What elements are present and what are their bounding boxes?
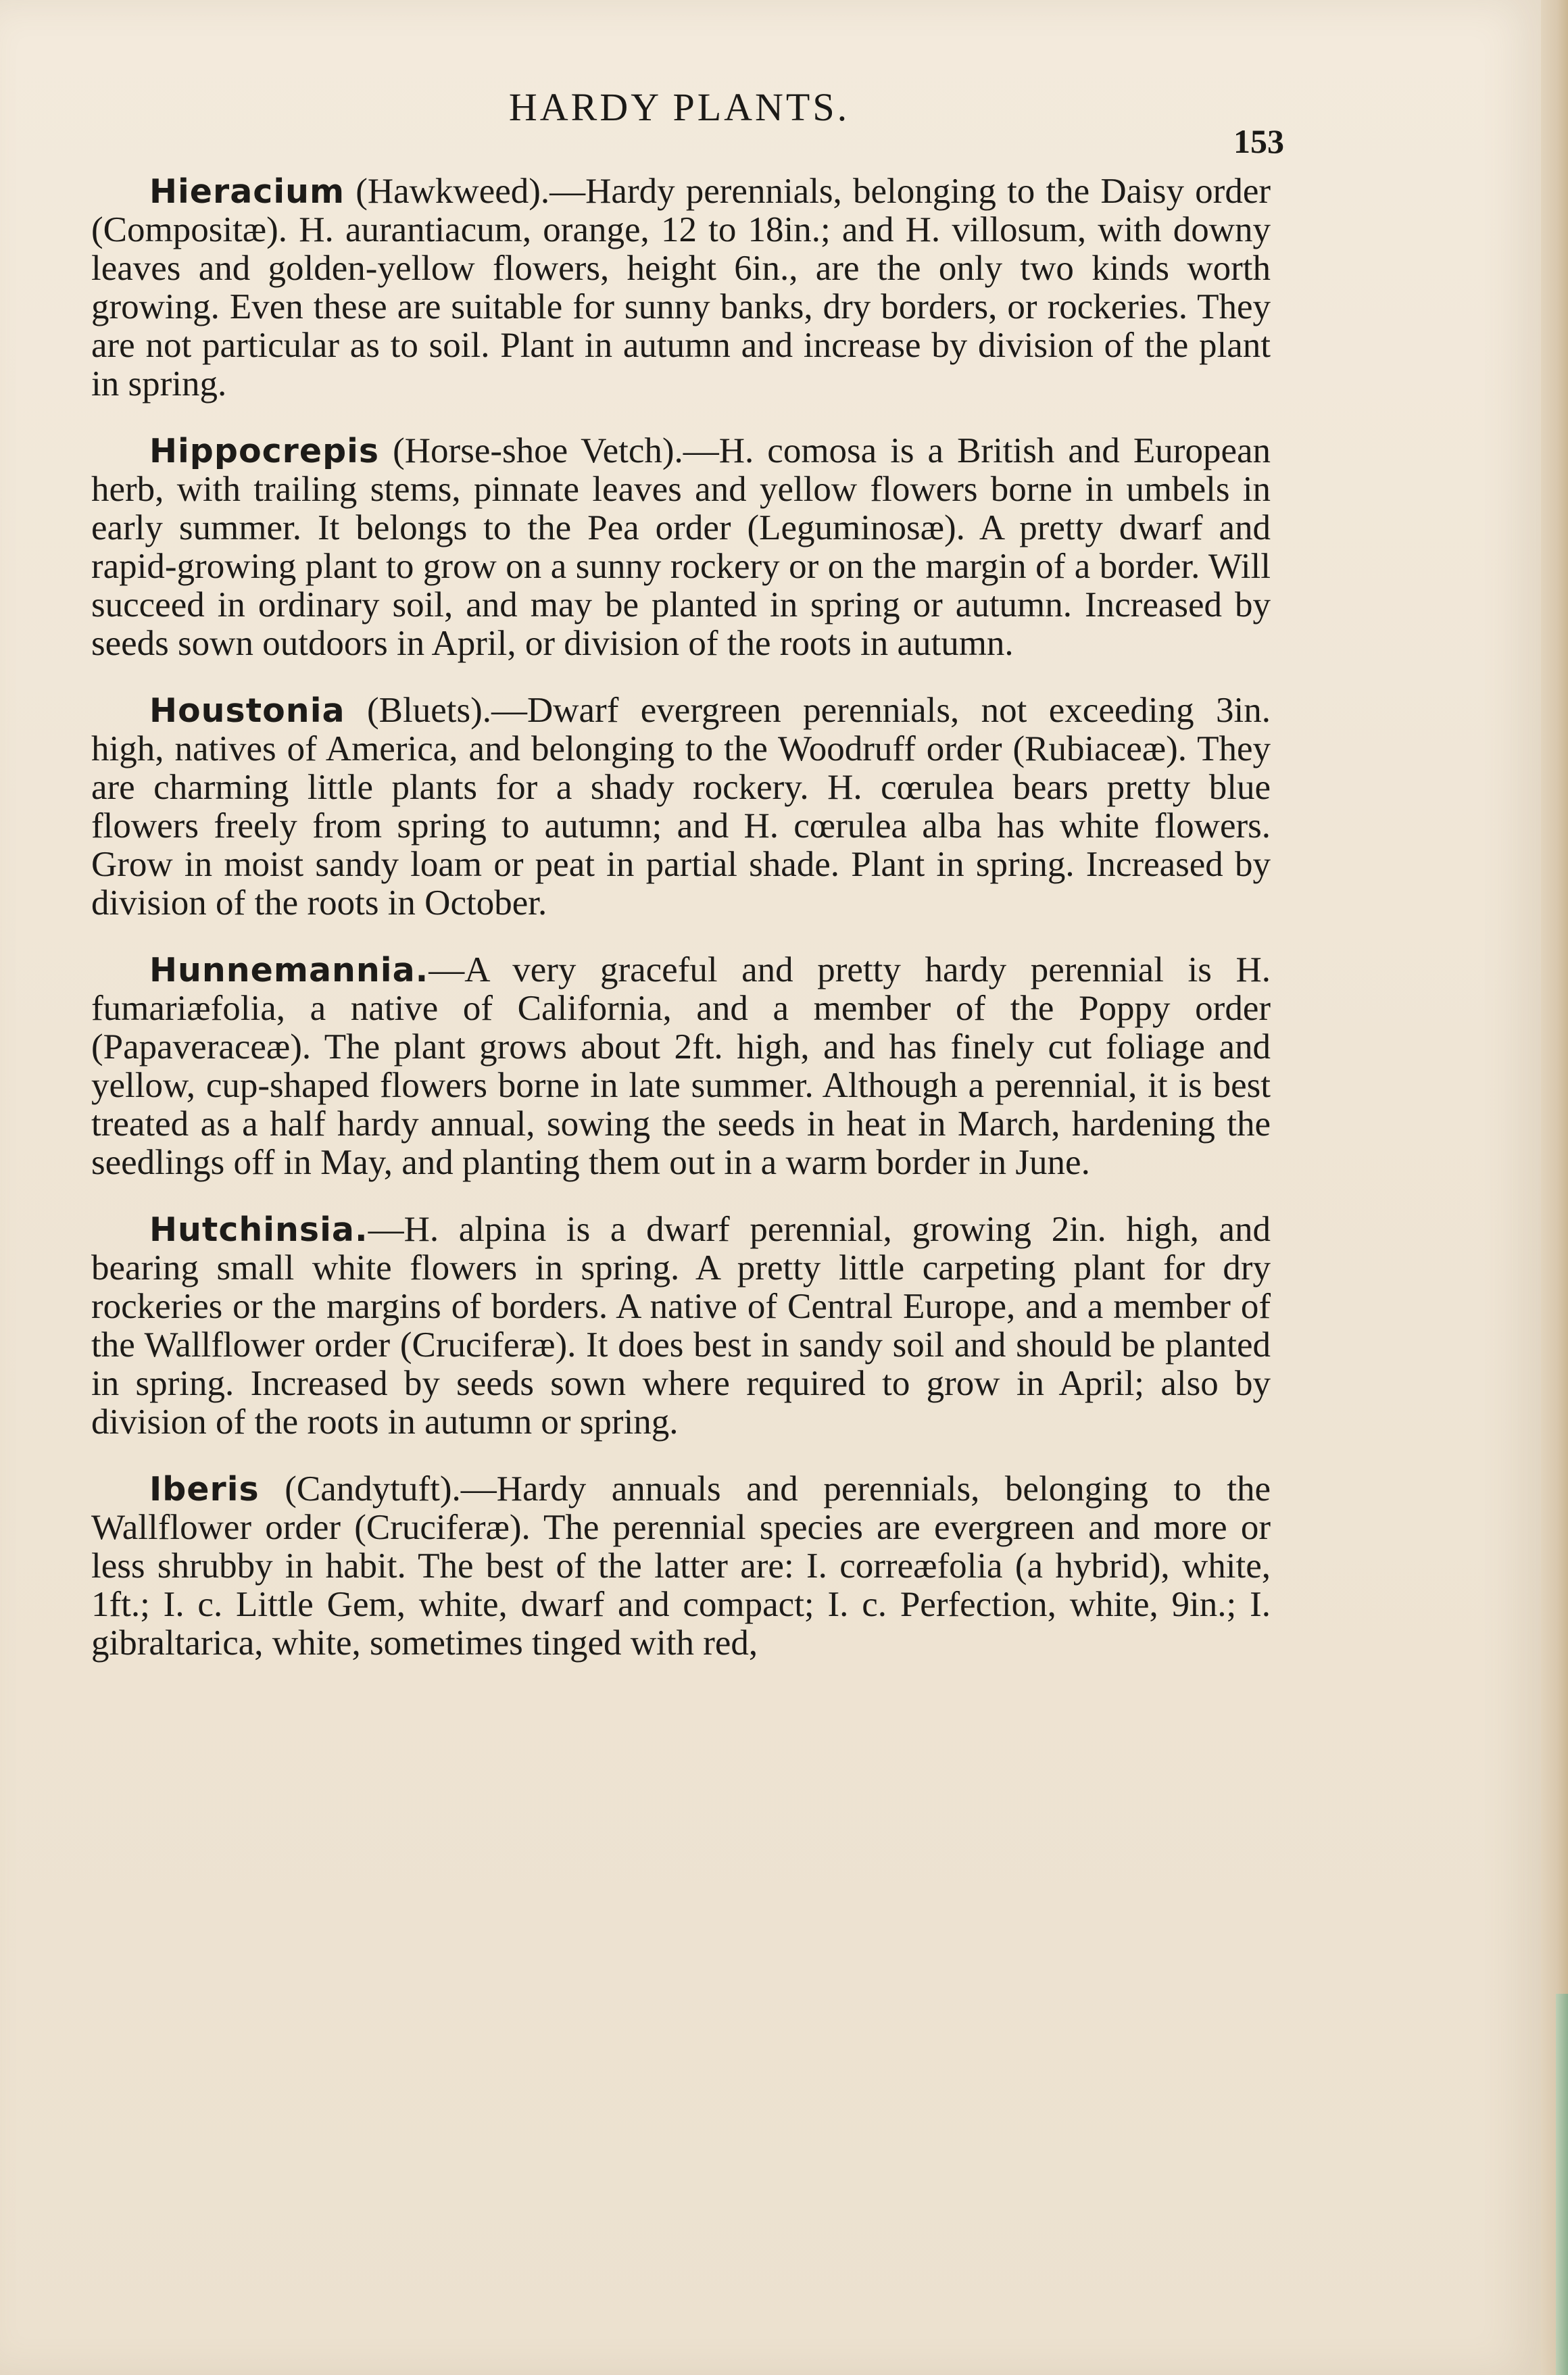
entry-iberis (91, 1470, 1271, 1663)
entry-text: —A very graceful and pretty hardy perennial is H. fumariæfolia, a native of California, and a member of the Poppy order (Papaveraceæ). The plant grows about 2ft. high, and has finely cut foliage and yellow, cup-shaped flowers borne in late summer. Although a perennial, it is best treated as a half hardy annual, sowing the seeds in heat in March, hardening the seedlings off in May, and planting them out in a warm border in June. (91, 950, 1271, 1182)
entry-hippocrepis (91, 432, 1271, 663)
page-number: 153 (1233, 122, 1284, 160)
entry-heading: Hippocrepis (149, 432, 380, 470)
entry-text: (Candytuft).—Hardy annuals and perennials, belonging to the Wallflower order (Cruciferæ). The perennial species are evergreen and more or less shrubby in habit. The best of the latter are: I. correæfolia (a hybrid), white, 1ft.; I. c. Little Gem, white, dwarf and compact; I. c. Perfection, white, 9in.; I. gibraltarica, white, sometimes tinged with red, (91, 1469, 1271, 1663)
entry-heading: Iberis (149, 1470, 260, 1509)
entry-text: (Bluets).—Dwarf evergreen perennials, not exceeding 3in. high, natives of America, and belonging to the Woodruff order (Rubiaceæ). They are charming little plants for a shady rockery. H. cœrulea bears pretty blue flowers freely from spring to autumn; and H. cœrulea alba has white flowers. Grow in moist sandy loam or peat in partial shade. Plant in spring. Increased by division of the roots in October. (91, 691, 1271, 923)
entry-hutchinsia (91, 1210, 1271, 1442)
entry-text: (Horse-shoe Vetch).—H. comosa is a British and European herb, with trailing stems, pinnate leaves and yellow flowers borne in umbels in early summer. It belongs to the Pea order (Leguminosæ). A pretty dwarf and rapid-growing plant to grow on a sunny rockery or on the margin of a border. Will succeed in ordinary soil, and may be planted in spring or autumn. Increased by seeds sown outdoors in April, or division of the roots in autumn. (91, 431, 1271, 663)
entry-houstonia (91, 691, 1271, 923)
entry-hunnemannia (91, 951, 1271, 1182)
entry-text: —H. alpina is a dwarf perennial, growing 2in. high, and bearing small white flowers in spring. A pretty little carpeting plant for dry rockeries or the margins of borders. A native of Central Europe, and a member of the Wallflower order (Cruciferæ). It does best in sandy soil and should be planted in spring. Increased by seeds sown where required to grow in April; also by division of the roots in autumn or spring. (91, 1210, 1271, 1442)
cover-edge (1556, 1994, 1568, 2375)
entry-heading: Hutchinsia. (149, 1210, 368, 1249)
running-head: HARDY PLANTS. (508, 85, 850, 129)
body-text (91, 172, 1271, 1691)
entry-hieracium (91, 172, 1271, 403)
entry-heading: Houstonia (149, 691, 345, 730)
entry-text: (Hawkweed).—Hardy perennials, belonging to the Daisy order (Compositæ). H. aurantiacum, orange, 12 to 18in.; and H. villosum, with downy leaves and golden-yellow flowers, height 6in., are the only two kinds worth growing. Even these are suitable for sunny banks, dry borders, or rockeries. They are not particular as to soil. Plant in autumn and increase by division of the plant in spring. (91, 172, 1271, 403)
entry-heading: Hunnemannia. (149, 951, 429, 989)
entry-heading: Hieracium (149, 172, 345, 211)
